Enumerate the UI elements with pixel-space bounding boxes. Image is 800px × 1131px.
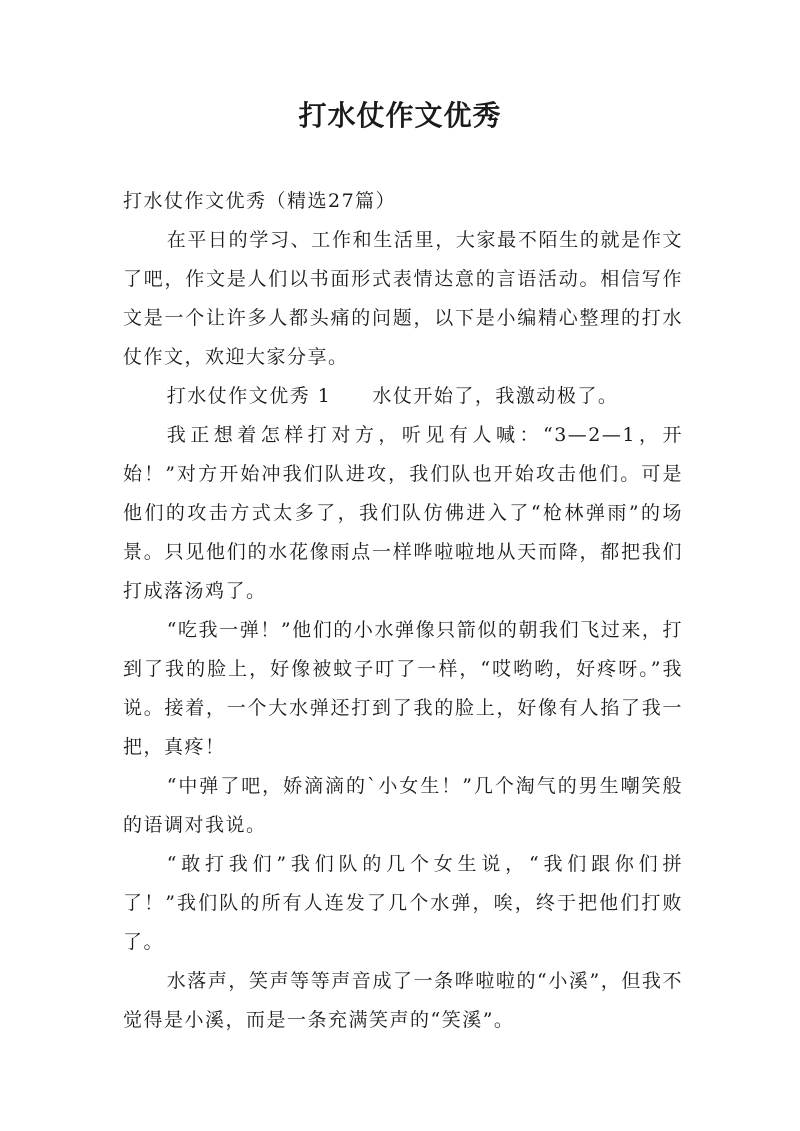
paragraph: “敢打我们”我们队的几个女生说，“我们跟你们拼了！”我们队的所有人连发了几个水弹，唉，终于把他们打败了。 (123, 853, 683, 953)
paragraph: “中弹了吧，娇滴滴的`小女生！”几个淘气的男生嘲笑般的语调对我说。 (123, 775, 683, 836)
paragraph: 水落声，笑声等等声音成了一条哗啦啦的“小溪”，但我不觉得是小溪，而是一条充满笑声的“笑溪”。 (123, 970, 683, 1031)
paragraph-intro: 在平日的学习、工作和生活里，大家最不陌生的就是作文了吧，作文是人们以书面形式表情达意的言语活动。相信写作文是一个让许多人都头痛的问题，以下是小编精心整理的打水仗作文，欢迎大家分享。 (123, 229, 683, 368)
document-subtitle: 打水仗作文优秀（精选27篇） (123, 190, 397, 212)
document-title: 打水仗作文优秀 (298, 99, 502, 132)
document-body (123, 182, 683, 1040)
paragraph: 我正想着怎样打对方，听见有人喊：“3—2—1，开始！”对方开始冲我们队进攻，我们队也开始攻击他们。可是他们的攻击方式太多了，我们队仿佛进入了“枪林弹雨”的场景。只见他们的水花像雨点一样哗啦啦地从天而降，都把我们打成落汤鸡了。 (123, 424, 683, 602)
paragraph: “吃我一弹！”他们的小水弹像只箭似的朝我们飞过来，打到了我的脸上，好像被蚊子叮了一样，“哎哟哟，好疼呀。”我说。接着，一个大水弹还打到了我的脸上，好像有人掐了我一把，真疼！ (123, 619, 683, 758)
paragraph-essay-heading: 打水仗作文优秀 1 水仗开始了，我激动极了。 (166, 385, 619, 407)
